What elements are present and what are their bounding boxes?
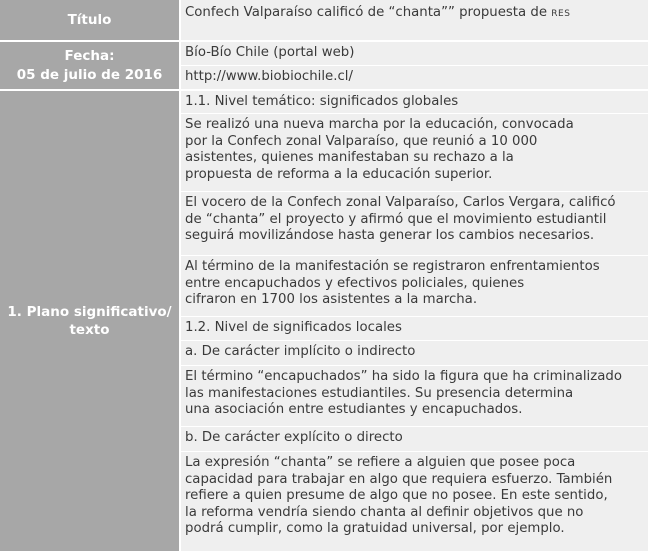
column-divider [179,0,181,551]
fecha-label-line2: 05 de julio de 2016 [16,66,163,83]
nivel-locales-heading: 1.2. Nivel de significados locales [181,317,648,340]
explicito-heading: b. De carácter explícito o directo [181,427,648,451]
titulo-content [181,0,648,40]
plano-label-text: 1. Plano significativo/ texto [7,303,172,338]
fecha-label-line1: Fecha: [64,48,115,65]
fecha-url: http://www.biobiochile.cl/ [181,66,648,89]
titulo-text-suffix: RES [551,9,571,19]
fecha-label [0,42,179,89]
titulo-text: Confech Valparaíso calificó de “chanta”” propuesta de [185,5,552,20]
plano-label [0,91,179,551]
paragraph-vocero: El vocero de la Confech zonal Valparaíso, Carlos Vergara, calificó de “chanta” el proyecto y afirmó que el movimiento estudiantil seguirá movilizándose hasta generar los cambios necesarios. [181,192,648,255]
paragraph-marcha: Se realizó una nueva marcha por la educación, convocada por la Confech zonal Valparaíso, que reunió a 10 000 asistentes, quienes manifestaban su rechazo a la propuesta de reforma a la educación superior. [181,114,648,191]
implicito-heading: a. De carácter implícito o indirecto [181,341,648,365]
fecha-source: Bío-Bío Chile (portal web) [181,42,648,65]
titulo-label-text: Título [67,11,112,28]
row-divider [0,40,650,42]
paragraph-enfrentamientos: Al término de la manifestación se registraron enfrentamientos entre encapuchados y efectivos policiales, quienes cifraron en 1700 los asistentes a la marcha. [181,256,648,316]
nivel-tematico-heading: 1.1. Nivel temático: significados globales [181,91,648,113]
row-divider [0,89,650,91]
titulo-label [0,0,179,40]
paragraph-chanta: La expresión “chanta” se refiere a alguien que posee poca capacidad para trabajar en algo que requiera esfuerzo. También refiere a quien presume de algo que no posee. En este sentido, la reforma vendría siendo chanta al definir objetivos que no podrá cumplir, como la gratuidad universal, por ejemplo. [181,452,648,551]
paragraph-encapuchados: El término “encapuchados” ha sido la figura que ha criminalizado las manifestaciones estudiantiles. Su presencia determina una asociación entre estudiantes y encapuchados. [181,366,648,426]
